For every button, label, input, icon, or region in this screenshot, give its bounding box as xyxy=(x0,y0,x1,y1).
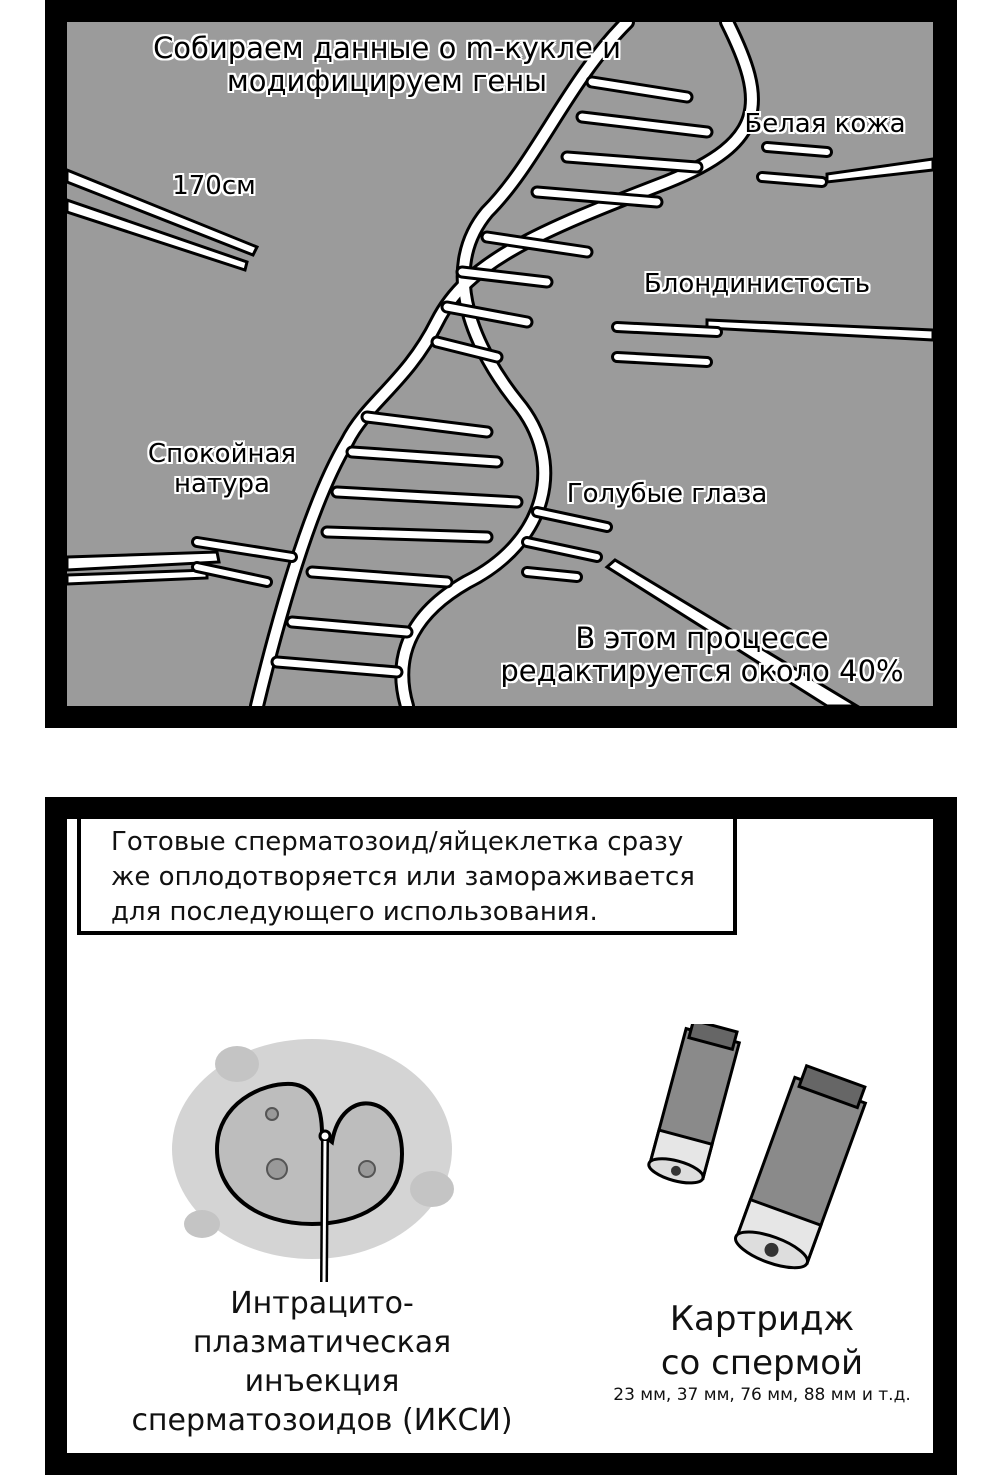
caption-box xyxy=(77,819,737,935)
icsi-label: Интрацито- плазматическая инъекция сперматозоидов (ИКСИ) xyxy=(131,1286,513,1438)
label-calm-nature: Спокойная натура xyxy=(147,439,297,499)
panel-title: Собираем данные о m-кукле и модифицируем гены xyxy=(153,31,621,99)
cartridge-title: Картридж со спермой xyxy=(660,1299,864,1384)
edit-note: В этом процессе редактируется около 40% xyxy=(500,621,904,689)
label-blue-eyes: Голубые глаза xyxy=(566,479,768,509)
sperm-cartridge-illustration xyxy=(627,1024,887,1294)
panel-dna-editing xyxy=(45,0,957,728)
label-blonde: Блондинистость xyxy=(643,269,871,299)
panel-dna-editing-art xyxy=(67,22,933,706)
egg-cell-icsi-illustration xyxy=(162,1024,462,1284)
label-height: 170см xyxy=(172,171,256,201)
label-white-skin: Белая кожа xyxy=(744,109,906,139)
panel-fertilization xyxy=(45,797,957,1475)
panel-fertilization-art xyxy=(67,819,933,1453)
cartridge-sizes: 23 мм, 37 мм, 76 мм, 88 мм и т.д. xyxy=(613,1385,911,1405)
caption-text: Готовые сперматозоид/яйцеклетка сразу же оплодотворяется или замораживается для последующего использования. xyxy=(111,827,695,928)
